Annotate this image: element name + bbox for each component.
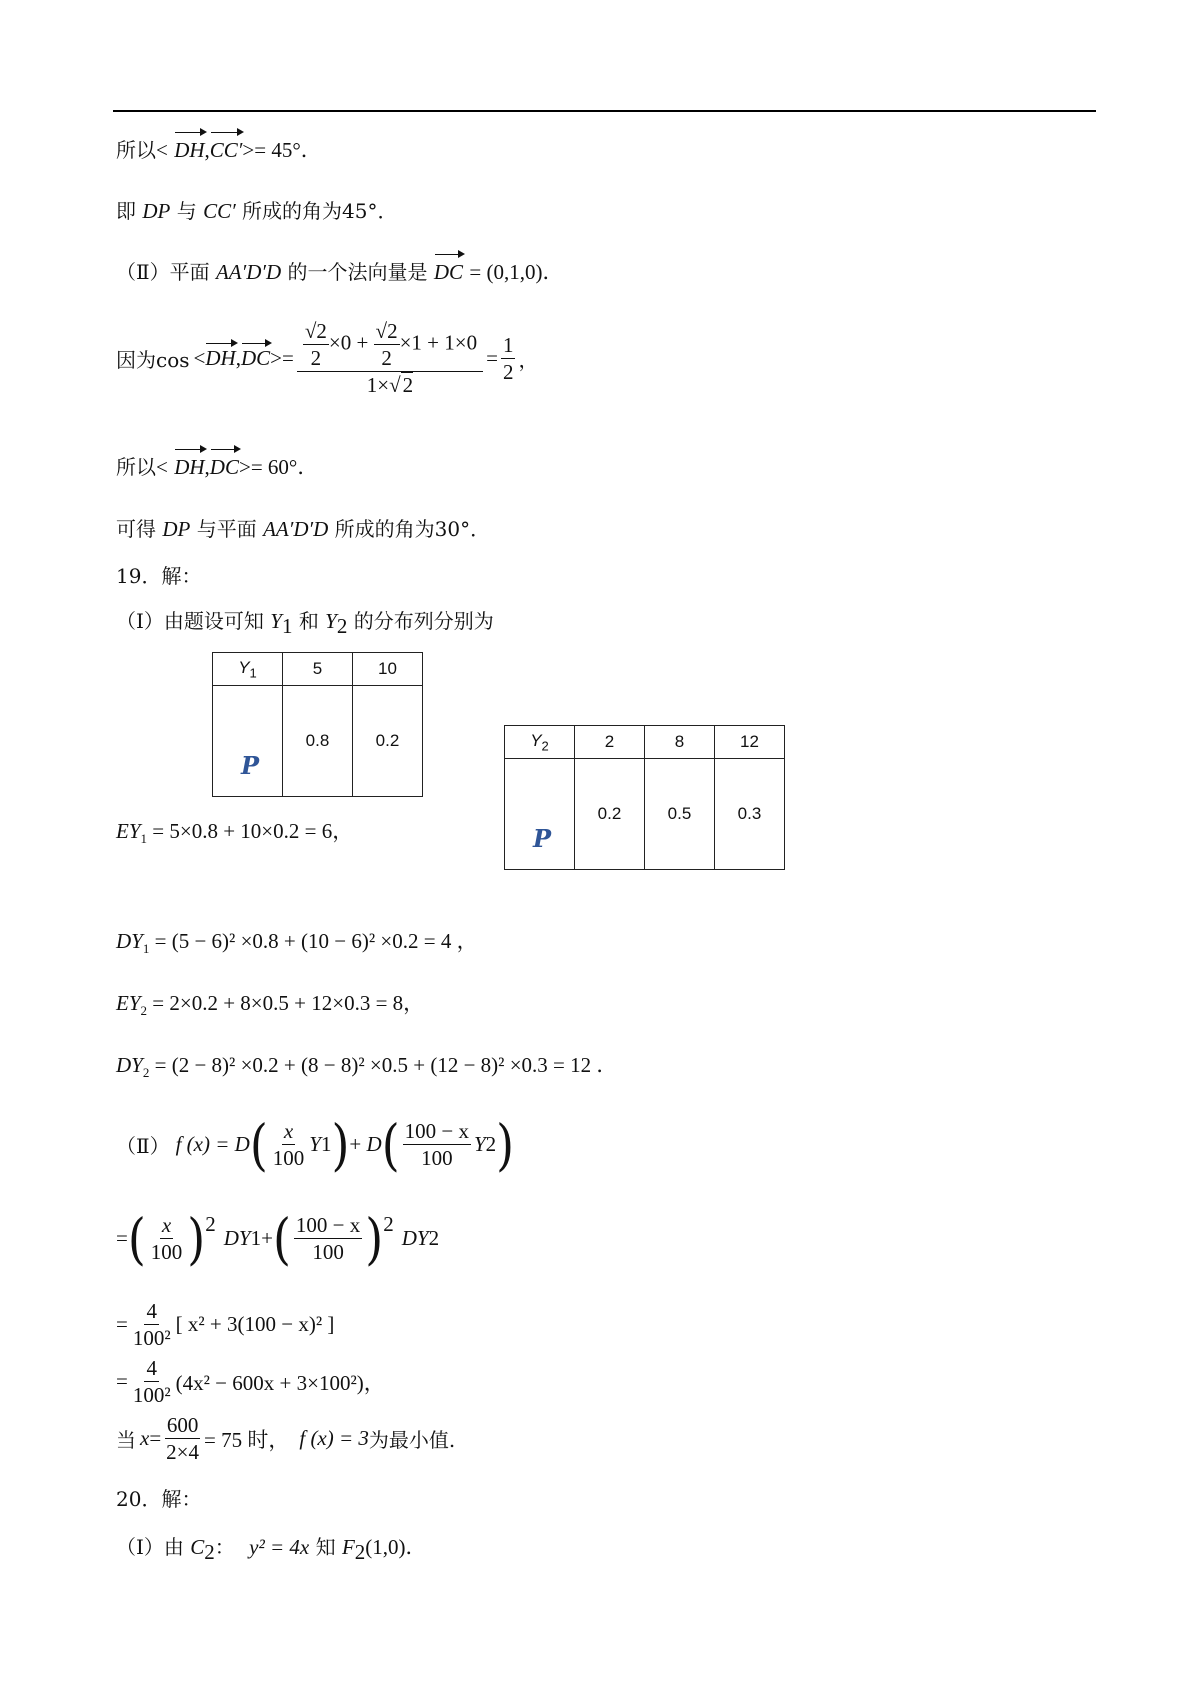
- text: 所成的角为45°．: [242, 199, 398, 223]
- text: （Ⅰ）由题设可知: [116, 609, 264, 633]
- text: 19．解：: [116, 564, 202, 588]
- table-row-label: [213, 686, 283, 797]
- text: 2: [381, 346, 392, 370]
- vector-cc: CC′: [210, 135, 243, 165]
- line-fx-expand: = ( $\frac{x}{100}$ ) 2 DY 1 + ( $\frac{100 - x}{100}$ ) 2 DY 2: [116, 1206, 440, 1271]
- vector-dh: DH: [205, 345, 236, 370]
- text: 即: [116, 199, 136, 223]
- table-header-cell: $Y_2$: [505, 726, 575, 759]
- cos-fraction: $\frac{√2}{2}$ ×0 + $\frac{√2}{2}$ ×1 + 1×0 1×√2: [297, 318, 483, 398]
- text: = 5×0.8 + 10×0.2 = 6，: [152, 819, 354, 843]
- table-cell: 0.3: [715, 759, 785, 870]
- line-dp-cc-angle: [116, 196, 398, 226]
- table-header-cell: $Y_1$: [213, 653, 283, 686]
- table-row-label: [505, 759, 575, 870]
- text: 2×4: [166, 1440, 200, 1464]
- text: 为最小值.: [368, 1428, 456, 1452]
- line-angle-dh-cc: 所以< DH,CC′>= 45°．: [116, 135, 322, 165]
- text: = (5 − 6)² ×0.8 + (10 − 6)² ×0.2 = 4 ，: [154, 929, 478, 953]
- text: 100: [312, 1240, 344, 1264]
- vector-dc: DC: [240, 345, 271, 370]
- text: 100²: [132, 1383, 171, 1407]
- text: 知: [315, 1535, 336, 1559]
- text: [ x² + 3(100 − x)² ]: [175, 1312, 335, 1336]
- line-fx-simplify: = $\frac{4}{\text{100²}}$ [ x² + 3(100 − x)² ]: [116, 1299, 335, 1350]
- line-parabola: （Ⅰ）由 $C_2$： y² = 4x 知 $F_2(1,0)$．: [116, 1535, 427, 1564]
- text: 100: [272, 1146, 305, 1170]
- text: ：: [214, 1535, 235, 1559]
- text: 与平面: [196, 517, 257, 541]
- text: 1×: [366, 373, 390, 397]
- line-cos-formula: 因为cos < DH , DC >= $\frac{√2}{2}$ ×0 + $\frac{√2}{2}$ ×1 + 1×0 1×√2 = $\frac{1}{2}$ ，: [116, 319, 539, 397]
- text: 4: [146, 1299, 157, 1323]
- text: 所以: [116, 455, 156, 479]
- text: （Ⅱ）: [116, 1134, 170, 1158]
- text: 100 − x: [404, 1119, 469, 1143]
- text: 20．解：: [116, 1487, 202, 1511]
- question-19-heading: [116, 561, 201, 591]
- text: 与: [176, 199, 197, 223]
- table-cell: 0.2: [575, 759, 645, 870]
- p-label: P: [241, 751, 260, 780]
- text: （Ⅰ）由: [116, 1535, 184, 1559]
- table-header-cell: 2: [575, 726, 645, 759]
- vector-dc: DC: [434, 257, 463, 287]
- text: f (x) = D: [175, 1132, 250, 1156]
- math-plane: AA′D′D: [263, 517, 329, 541]
- text: (1,0)．: [365, 1535, 427, 1559]
- math-cc: CC′: [203, 199, 236, 223]
- text: 600: [166, 1413, 199, 1437]
- distribution-table-y2: [504, 725, 785, 870]
- math-dp: DP: [142, 199, 171, 223]
- math-dp: DP: [162, 517, 191, 541]
- text: 2: [310, 346, 322, 370]
- line-dp-plane-angle: [116, 514, 490, 544]
- text: 的一个法向量是: [287, 260, 428, 284]
- text: y² = 4x: [249, 1535, 310, 1559]
- math-plane: AA′D′D: [215, 260, 282, 284]
- line-dy2: $DY_2 = (2 - 8)^2 \times 0.2 + (8 - 8)^2 \times 0.5 + (12 - 8)^2 \times 0.3 = 12$ ．: [116, 1053, 618, 1081]
- text: （Ⅱ）平面: [116, 260, 210, 284]
- text: = 45°．: [254, 138, 322, 162]
- text: 100 − x: [295, 1213, 361, 1237]
- header-rule: [113, 110, 1096, 112]
- line-distribution-intro: （Ⅰ）由题设可知 $Y_1$ 和 $Y_2$ 的分布列分别为: [116, 609, 494, 638]
- table-header-cell: 10: [353, 653, 423, 686]
- table-header-cell: 8: [645, 726, 715, 759]
- vector-dh: DH: [174, 452, 204, 482]
- text: 所以: [116, 138, 156, 162]
- table-header-cell: 12: [715, 726, 785, 759]
- text: = (0,1,0)．: [469, 260, 564, 284]
- text: 1: [502, 332, 514, 357]
- distribution-table-y1: [212, 652, 423, 797]
- text: = 60°．: [250, 455, 319, 479]
- line-fx-quadratic: = $\frac{4}{\text{100²}}$ (4x² − 600x + 3×100²)，: [116, 1356, 385, 1407]
- line-minimum: 当 x = $\frac{600}{2\times 4}$ = 75 时， f (x) = 3 为最小值.: [116, 1413, 456, 1464]
- text: 100²: [132, 1326, 171, 1350]
- text: = 75 时，: [204, 1427, 290, 1452]
- result-fraction: [501, 332, 516, 385]
- line-angle-dh-dc: 所以< DH,DC>= 60°．: [116, 452, 318, 482]
- text: 100: [150, 1240, 183, 1264]
- text: = 2×0.2 + 8×0.5 + 12×0.3 = 8，: [152, 991, 425, 1015]
- table-cell: 0.5: [645, 759, 715, 870]
- text: x: [283, 1119, 294, 1143]
- p-label: P: [533, 824, 552, 853]
- text: 因为cos: [116, 347, 190, 372]
- table-cell: 0.2: [353, 686, 423, 797]
- table-header-cell: 5: [283, 653, 353, 686]
- text: 和: [298, 609, 319, 633]
- text: ×1 + 1×0: [399, 330, 478, 355]
- question-20-heading: [116, 1484, 201, 1514]
- text: ×0 +: [328, 330, 369, 355]
- text: (4x² − 600x + 3×100²)，: [175, 1370, 385, 1395]
- text: f (x) = 3: [299, 1426, 369, 1450]
- line-dy1: $DY_1 = (5 - 6)^2 \times 0.8 + (10 - 6)^2 \times 0.2 = 4$ ，: [116, 929, 478, 957]
- text: 当: [116, 1428, 136, 1452]
- text: √2: [304, 319, 327, 343]
- vector-dh: DH: [174, 135, 204, 165]
- text: 的分布列分别为: [353, 609, 494, 633]
- line-ey2: $EY_2 = 2\times 0.2 + 8\times 0.5 + 12\times 0.3 = 8$，: [116, 991, 425, 1019]
- line-normal-vector: [116, 257, 564, 287]
- text: √2: [375, 319, 398, 343]
- line-ey1: $EY_1 = 5\times 0.8 + 10\times 0.2 = 6$，: [116, 819, 354, 847]
- text: 100: [421, 1146, 453, 1170]
- text: 2: [402, 373, 414, 397]
- table-cell: 0.8: [283, 686, 353, 797]
- text: 可得: [116, 517, 156, 541]
- vector-dc: DC: [210, 452, 239, 482]
- line-fx-definition: （Ⅱ） f (x) = D ( $\frac{x}{100}$ Y 1 ) + D ( $\frac{100 - x}{100}$ Y 2 ): [116, 1112, 515, 1177]
- text: 4: [146, 1356, 157, 1380]
- text: = (2 − 8)² ×0.2 + (8 − 8)² ×0.5 + (12 − 8)² ×0.3 = 12 ．: [154, 1053, 618, 1077]
- text: 2: [502, 359, 514, 384]
- text: 所成的角为30°．: [334, 517, 491, 541]
- text: x: [161, 1213, 172, 1237]
